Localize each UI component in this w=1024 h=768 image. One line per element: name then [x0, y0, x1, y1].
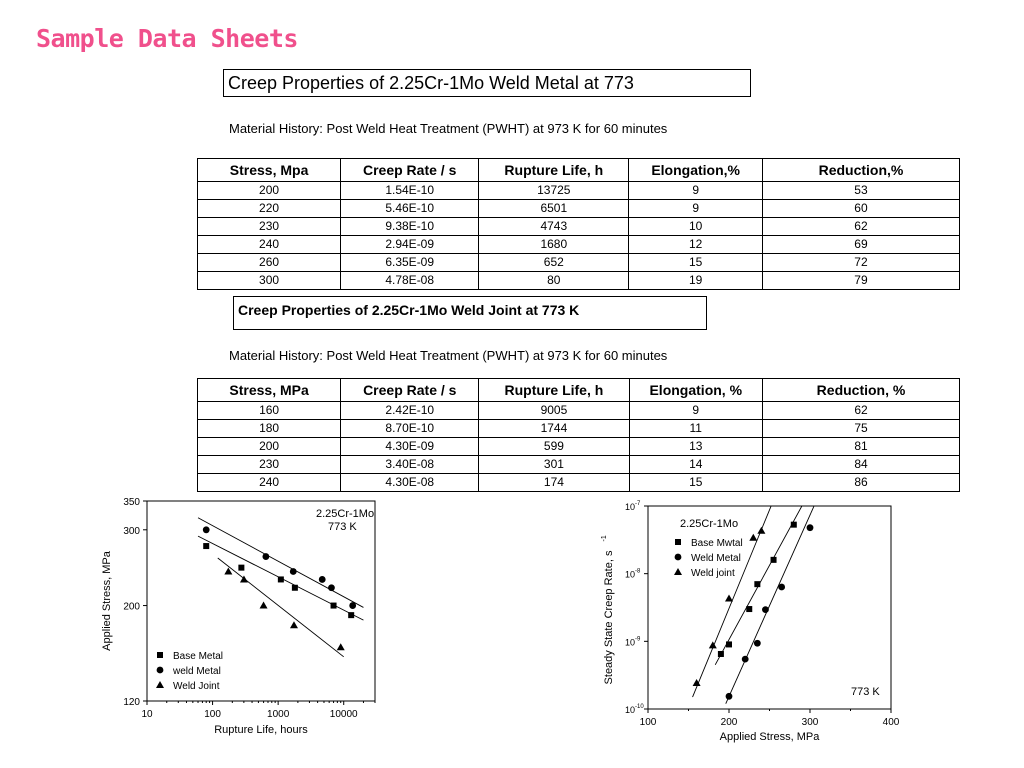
table-row: [198, 200, 960, 218]
table-cell: 300: [198, 272, 341, 290]
data-point: [771, 557, 777, 563]
legend-marker: [674, 568, 682, 575]
table-cell: 13725: [479, 182, 629, 200]
table-row: [198, 254, 960, 272]
table-cell: 2.42E-10: [341, 402, 479, 420]
table-cell: 1744: [479, 420, 629, 438]
table-cell: 72: [762, 254, 959, 272]
table-cell: 230: [198, 456, 341, 474]
y-tick-label: 120: [123, 697, 140, 708]
y-tick-label: 10: [625, 569, 636, 580]
table-cell: 8.70E-10: [341, 420, 479, 438]
table-row: [198, 420, 960, 438]
x-tick-label: 10: [141, 709, 153, 720]
legend-marker: [156, 681, 164, 688]
table-cell: 62: [763, 402, 960, 420]
header-stress: Stress, Mpa: [198, 159, 341, 182]
table-row: [198, 402, 960, 420]
header-rupture-life: Rupture Life, h: [479, 379, 629, 402]
table-cell: 3.40E-08: [341, 456, 479, 474]
table-cell: 81: [763, 438, 960, 456]
fit-line: [693, 506, 772, 697]
section2-title: Creep Properties of 2.25Cr-1Mo Weld Joint at 773 K: [233, 296, 707, 330]
series-triangle: [674, 506, 771, 697]
y-axis-label: Steady State Creep Rate, s: [603, 550, 615, 685]
legend-label: Weld Joint: [173, 681, 220, 692]
table-row: [198, 182, 960, 200]
table-cell: 79: [762, 272, 959, 290]
table-cell: 6.35E-09: [341, 254, 479, 272]
table-cell: 4.30E-09: [341, 438, 479, 456]
table-cell: 10: [629, 218, 763, 236]
data-point: [203, 526, 210, 533]
table-cell: 9005: [479, 402, 629, 420]
x-axis-label: Applied Stress, MPa: [719, 731, 820, 743]
data-point: [757, 527, 765, 534]
x-tick-label: 100: [639, 717, 657, 728]
table-cell: 200: [198, 182, 341, 200]
table-cell: 9.38E-10: [341, 218, 479, 236]
table-cell: 4743: [479, 218, 629, 236]
data-point: [778, 584, 785, 591]
x-axis-label: Rupture Life, hours: [214, 724, 308, 736]
table-cell: 1.54E-10: [341, 182, 479, 200]
y-tick-exponent: -9: [635, 636, 641, 643]
data-point: [754, 640, 761, 647]
table-cell: 86: [763, 474, 960, 492]
y-tick-label: 200: [123, 601, 140, 613]
x-tick-label: 400: [882, 717, 900, 728]
table-row: [198, 474, 960, 492]
table-cell: 80: [479, 272, 629, 290]
table-cell: 69: [762, 236, 959, 254]
y-tick-exponent: -10: [635, 704, 644, 710]
legend-label: Base Mwtal: [691, 538, 743, 549]
chart-annotation: 2.25Cr-1Mo: [316, 508, 375, 520]
data-point: [260, 602, 268, 609]
series-circle: [675, 506, 814, 704]
table-cell: 75: [763, 420, 960, 438]
table-cell: 301: [479, 456, 629, 474]
table-cell: 652: [479, 254, 629, 272]
data-point: [746, 606, 752, 612]
series-square: [157, 536, 363, 658]
slide-title: Sample Data Sheets: [36, 24, 298, 53]
table-row: [198, 236, 960, 254]
table-cell: 9: [629, 402, 763, 420]
table-cell: 12: [629, 236, 763, 254]
data-point: [725, 594, 733, 601]
header-creep-rate: Creep Rate / s: [341, 379, 479, 402]
y-tick-label: 10: [625, 637, 636, 648]
table-cell: 230: [198, 218, 341, 236]
legend-marker: [675, 554, 682, 561]
table-cell: 1680: [479, 236, 629, 254]
data-point: [262, 553, 269, 560]
data-point: [203, 543, 209, 549]
legend-label: weld Metal: [173, 666, 221, 677]
stress-vs-rupture-life-chart: [96, 492, 386, 742]
table-row: [198, 218, 960, 236]
table-cell: 6501: [479, 200, 629, 218]
table-row: [198, 438, 960, 456]
data-point: [292, 585, 298, 591]
table-cell: 11: [629, 420, 763, 438]
table-cell: 4.30E-08: [341, 474, 479, 492]
data-point: [290, 568, 297, 575]
table-row: [198, 456, 960, 474]
data-point: [762, 606, 769, 613]
header-creep-rate: Creep Rate / s: [341, 159, 479, 182]
creep-rate-vs-stress-chart: [596, 495, 916, 745]
table-cell: 180: [198, 420, 341, 438]
table-cell: 2.94E-09: [341, 236, 479, 254]
data-point: [348, 612, 354, 618]
table-cell: 14: [629, 456, 763, 474]
data-point: [791, 522, 797, 528]
data-point: [278, 576, 284, 582]
data-point: [337, 643, 345, 650]
y-tick-label: 10: [625, 502, 636, 512]
table-cell: 4.78E-08: [341, 272, 479, 290]
section1-title: Creep Properties of 2.25Cr-1Mo Weld Metal at 773: [223, 69, 751, 97]
table-cell: 240: [198, 474, 341, 492]
y-axis-label-group: [601, 535, 615, 684]
x-tick-label: 10000: [329, 709, 358, 720]
table-cell: 9: [629, 182, 763, 200]
weld-metal-table: [197, 158, 960, 290]
table-cell: 174: [479, 474, 629, 492]
table-cell: 9: [629, 200, 763, 218]
table-cell: 5.46E-10: [341, 200, 479, 218]
chart-annotation: 773 K: [328, 521, 357, 533]
table-cell: 15: [629, 254, 763, 272]
y-tick-label: 10: [625, 705, 636, 715]
table-cell: 84: [763, 456, 960, 474]
x-tick-label: 300: [801, 717, 819, 728]
section2-history: Material History: Post Weld Heat Treatment (PWHT) at 973 K for 60 minutes: [229, 348, 668, 363]
data-point: [238, 565, 244, 571]
data-point: [328, 584, 335, 591]
fit-line: [218, 558, 344, 657]
data-point: [718, 651, 724, 657]
table-header-row: [198, 159, 960, 182]
legend-marker: [675, 539, 681, 545]
data-point: [754, 581, 760, 587]
header-elongation: Elongation, %: [629, 379, 763, 402]
data-point: [349, 602, 356, 609]
header-reduction: Reduction,%: [762, 159, 959, 182]
data-point: [726, 641, 732, 647]
legend-label: Weld joint: [691, 568, 735, 579]
table-cell: 19: [629, 272, 763, 290]
header-stress: Stress, MPa: [198, 379, 341, 402]
y-axis-label: Applied Stress, MPa: [101, 551, 113, 651]
plot-frame: [648, 506, 891, 709]
legend-title: 2.25Cr-1Mo: [680, 518, 739, 530]
data-point: [749, 534, 757, 541]
table-cell: 240: [198, 236, 341, 254]
data-point: [331, 603, 337, 609]
table-cell: 220: [198, 200, 341, 218]
legend-label: Weld Metal: [691, 553, 741, 564]
data-point: [742, 656, 749, 663]
table-cell: 13: [629, 438, 763, 456]
weld-joint-table: [197, 378, 960, 492]
y-tick-exponent: -8: [635, 568, 641, 575]
y-tick-label: 300: [123, 525, 140, 537]
data-point: [726, 693, 733, 700]
y-tick-label: 350: [123, 497, 140, 508]
table-cell: 599: [479, 438, 629, 456]
chart-annotation: 773 K: [851, 686, 880, 698]
table-cell: 15: [629, 474, 763, 492]
y-axis-label-superscript: -1: [601, 535, 608, 542]
x-tick-label: 1000: [267, 709, 290, 720]
fit-line: [726, 506, 814, 704]
data-point: [709, 641, 717, 648]
table-cell: 200: [198, 438, 341, 456]
table-cell: 260: [198, 254, 341, 272]
data-point: [319, 576, 326, 583]
header-reduction: Reduction, %: [763, 379, 960, 402]
table-cell: 53: [762, 182, 959, 200]
legend-marker: [157, 667, 164, 674]
table-cell: 62: [762, 218, 959, 236]
legend-label: Base Metal: [173, 651, 224, 662]
x-tick-label: 200: [720, 717, 738, 728]
table-cell: 160: [198, 402, 341, 420]
x-tick-label: 100: [204, 709, 221, 720]
legend-marker: [157, 652, 163, 658]
section1-history: Material History: Post Weld Heat Treatment (PWHT) at 973 K for 60 minutes: [229, 121, 668, 136]
table-header-row: [198, 379, 960, 402]
table-row: [198, 272, 960, 290]
data-point: [290, 621, 298, 628]
header-elongation: Elongation,%: [629, 159, 763, 182]
table-cell: 60: [762, 200, 959, 218]
data-point: [807, 524, 814, 531]
header-rupture-life: Rupture Life, h: [479, 159, 629, 182]
y-tick-exponent: -7: [635, 501, 641, 507]
